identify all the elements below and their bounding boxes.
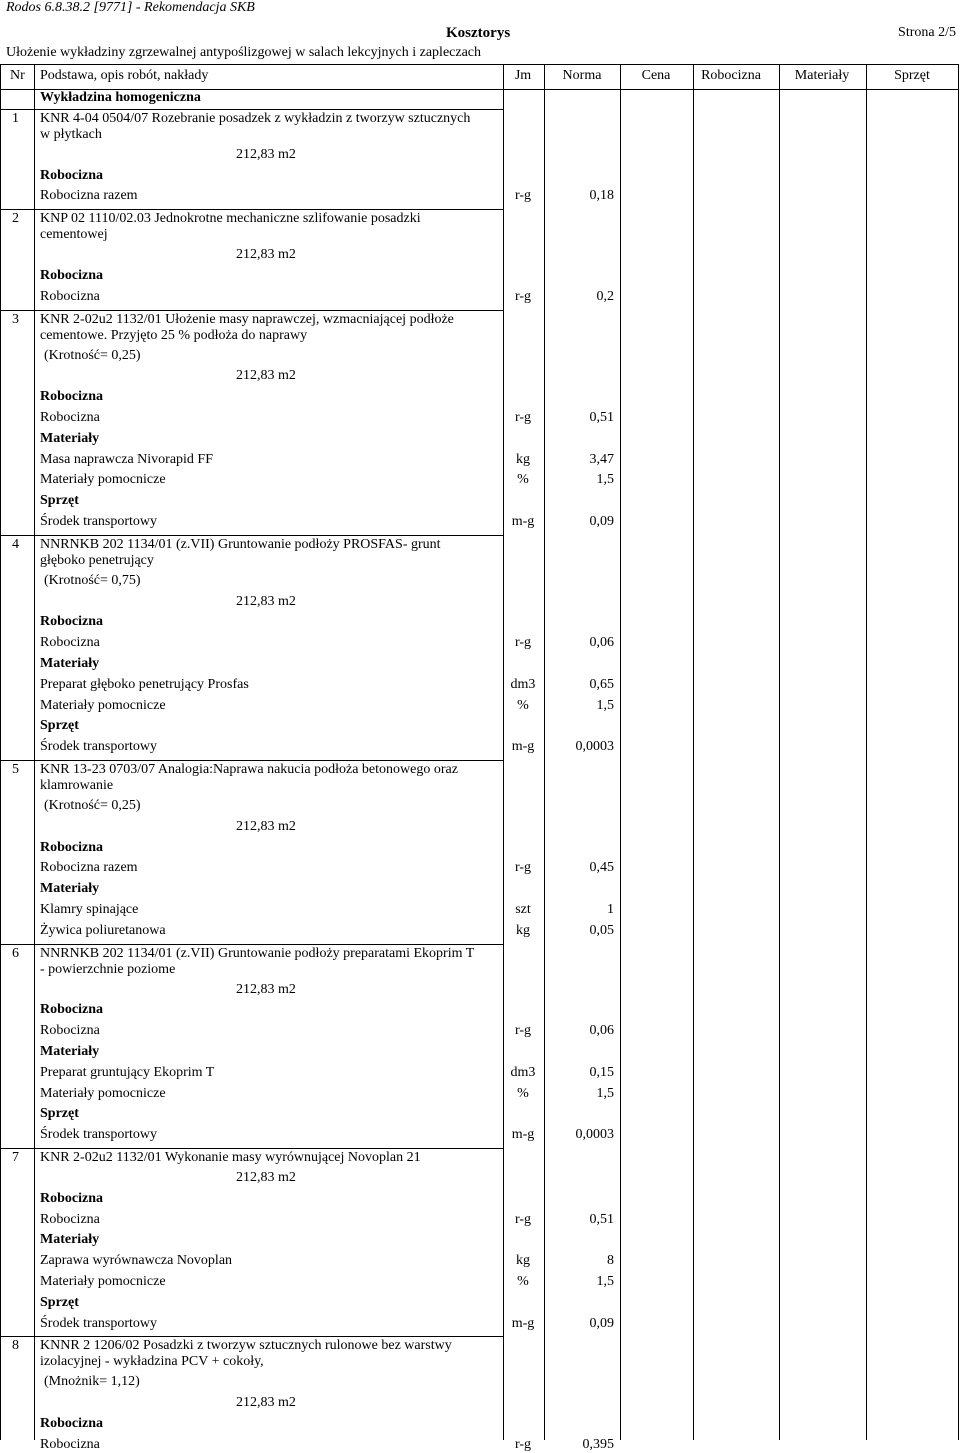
position-description: KNNR 2 1206/02 Posadzki z tworzyw sztucznych rulonowe bez warstwy (40, 1338, 452, 1354)
resource-label: Materiały pomocnicze (40, 697, 166, 713)
resource-norm: 0,0003 (575, 739, 614, 755)
position-number: 6 (12, 945, 19, 961)
position-quantity: 212,83 m2 (236, 818, 296, 834)
resource-unit: r-g (514, 860, 532, 876)
resource-norm: 0,06 (589, 1023, 614, 1039)
resource-group-title: Robocizna (40, 1002, 103, 1018)
position-quantity: 212,83 m2 (236, 593, 296, 609)
program-name: Rodos 6.8.38.2 [9771] - Rekomendacja SKB (6, 0, 255, 15)
resource-label: Środek transportowy (40, 1127, 158, 1143)
resource-label: Robocizna (40, 410, 100, 425)
column-header-1: Podstawa, opis robót, nakłady (40, 68, 209, 83)
resource-label: Środek transportowy (40, 514, 158, 529)
resource-group-title: Materiały (40, 1232, 100, 1248)
resource-group-title: Robocizna (40, 389, 103, 405)
table-column-divider (866, 64, 867, 1440)
resource-group-title: Robocizna (40, 167, 103, 183)
resource-label: Robocizna (40, 1211, 100, 1227)
resource-label: Materiały pomocnicze (40, 1274, 166, 1289)
position-description: KNR 4-04 0504/07 Rozebranie posadzek z wykładzin z tworzyw sztucznych (40, 110, 471, 126)
resource-label: Preparat gruntujący Ekoprim T (40, 1064, 215, 1080)
position-quantity: 212,83 m2 (236, 1170, 296, 1185)
document-subtitle: Ułożenie wykładziny zgrzewalnej antypoślizgowej w salach lekcyjnych i zapleczach (6, 45, 482, 60)
resource-label: Żywica poliuretanowa (40, 922, 166, 938)
resource-unit: m-g (511, 514, 535, 529)
resource-unit: kg (516, 1253, 530, 1269)
resource-norm: 0,2 (596, 288, 614, 304)
position-description: KNR 13-23 0703/07 Analogia:Naprawa nakucia podłoża betonowego oraz (40, 762, 458, 777)
resource-unit: r-g (514, 635, 532, 651)
resource-norm: 1,5 (596, 697, 614, 713)
resource-label: Robocizna (40, 1023, 100, 1039)
document-title: Kosztorys (446, 25, 511, 41)
position-divider (0, 109, 503, 110)
resource-group-title: Robocizna (40, 614, 103, 630)
resource-unit: r-g (514, 1436, 532, 1452)
resource-unit: r-g (514, 1023, 532, 1039)
column-header-5: Robocizna (701, 68, 761, 83)
resource-group-title: Robocizna (40, 839, 103, 855)
position-description: NNRNKB 202 1134/01 (z.VII) Gruntowanie podłoży preparatami Ekoprim T (40, 945, 475, 961)
resource-norm: 0,51 (589, 1211, 614, 1227)
column-header-2: Jm (514, 68, 532, 83)
resource-group-title: Sprzęt (40, 718, 79, 734)
resource-group-title: Robocizna (40, 1416, 103, 1431)
resource-label: Robocizna (40, 1436, 100, 1452)
resource-group-title: Robocizna (40, 268, 103, 283)
resource-unit: % (517, 1274, 529, 1289)
resource-unit: m-g (511, 1127, 535, 1143)
resource-label: Klamry spinające (40, 902, 139, 917)
resource-unit: % (517, 1085, 529, 1101)
position-description: cementowe. Przyjęto 25 % podłoża do naprawy (40, 327, 308, 343)
resource-unit: szt (515, 902, 531, 917)
column-header-7: Sprzęt (894, 68, 930, 83)
column-header-0: Nr (10, 68, 25, 83)
position-number: 7 (12, 1150, 19, 1165)
position-divider (0, 1336, 503, 1337)
resource-norm: 3,47 (589, 451, 614, 467)
position-factor: (Krotność= 0,75) (44, 572, 141, 588)
resource-unit: r-g (514, 288, 532, 304)
position-description: KNR 2-02u2 1132/01 Wykonanie masy wyrównującej Novoplan 21 (40, 1150, 421, 1165)
resource-group-title: Materiały (40, 430, 100, 446)
resource-norm: 1 (607, 902, 614, 917)
resource-norm: 0,05 (589, 922, 614, 938)
resource-unit: % (517, 697, 529, 713)
resource-label: Robocizna (40, 635, 100, 651)
resource-unit: m-g (511, 1315, 535, 1331)
position-description: klamrowanie (40, 778, 114, 793)
table-column-divider (34, 64, 35, 1440)
position-factor: (Mnożnik= 1,12) (44, 1374, 140, 1390)
column-header-3: Norma (562, 68, 602, 83)
resource-unit: dm3 (510, 676, 536, 692)
position-description: izolacyjnej - wykładzina PCV + cokoły, (40, 1354, 264, 1370)
resource-group-title: Materiały (40, 1044, 100, 1059)
resource-label: Środek transportowy (40, 739, 158, 755)
resource-group-title: Sprzęt (40, 493, 79, 509)
resource-norm: 0,0003 (575, 1127, 614, 1143)
position-number: 4 (12, 536, 19, 552)
table-top-border (0, 64, 958, 65)
column-header-4: Cena (641, 68, 671, 83)
resource-norm: 0,09 (589, 514, 614, 529)
resource-label: Robocizna razem (40, 188, 138, 204)
position-quantity: 212,83 m2 (236, 146, 296, 162)
table-column-divider (693, 64, 694, 1440)
position-quantity: 212,83 m2 (236, 981, 296, 997)
resource-norm: 0,51 (589, 410, 614, 425)
position-quantity: 212,83 m2 (236, 1395, 296, 1411)
resource-unit: % (517, 472, 529, 488)
position-quantity: 212,83 m2 (236, 368, 296, 384)
position-description: NNRNKB 202 1134/01 (z.VII) Gruntowanie podłoży PROSFAS- grunt (40, 536, 441, 552)
resource-group-title: Materiały (40, 656, 100, 671)
resource-group-title: Sprzęt (40, 1294, 79, 1310)
resource-label: Materiały pomocnicze (40, 472, 166, 488)
position-number: 1 (12, 110, 19, 126)
position-description: KNR 2-02u2 1132/01 Ułożenie masy naprawczej, wzmacniającej podłoże (40, 311, 454, 327)
resource-norm: 0,09 (589, 1315, 614, 1331)
resource-label: Preparat głęboko penetrujący Prosfas (40, 676, 249, 692)
position-quantity: 212,83 m2 (236, 247, 296, 263)
resource-unit: kg (516, 922, 530, 938)
resource-unit: dm3 (510, 1064, 536, 1080)
table-column-divider (958, 64, 959, 1440)
position-number: 5 (12, 762, 19, 777)
resource-norm: 0,15 (589, 1064, 614, 1080)
table-column-divider (0, 64, 1, 1440)
position-description: w płytkach (40, 126, 102, 142)
position-number: 2 (12, 211, 19, 227)
resource-norm: 1,5 (596, 1274, 614, 1289)
resource-label: Materiały pomocnicze (40, 1085, 166, 1101)
resource-norm: 8 (607, 1253, 614, 1269)
resource-group-title: Robocizna (40, 1190, 103, 1206)
position-divider (0, 760, 503, 761)
resource-norm: 0,06 (589, 635, 614, 651)
resource-norm: 0,65 (589, 676, 614, 692)
column-header-6: Materiały (794, 68, 850, 83)
resource-norm: 0,18 (589, 188, 614, 204)
resource-label: Masa naprawcza Nivorapid FF (40, 451, 214, 467)
position-description: głęboko penetrujący (40, 552, 154, 568)
resource-unit: r-g (514, 188, 532, 204)
position-description: - powierzchnie poziome (40, 961, 176, 977)
resource-label: Robocizna (40, 288, 100, 304)
position-divider (0, 209, 503, 210)
position-number: 3 (12, 311, 19, 327)
resource-norm: 0,395 (582, 1436, 614, 1452)
position-divider (0, 1148, 503, 1149)
page-number: Strona 2/5 (898, 25, 956, 40)
position-description: KNP 02 1110/02.03 Jednokrotne mechaniczne szlifowanie posadzki (40, 211, 421, 227)
position-description: cementowej (40, 227, 108, 243)
resource-unit: m-g (511, 739, 535, 755)
resource-label: Robocizna razem (40, 860, 138, 876)
resource-group-title: Sprzęt (40, 1106, 79, 1122)
resource-label: Zaprawa wyrównawcza Novoplan (40, 1253, 233, 1269)
resource-group-title: Materiały (40, 881, 100, 897)
position-divider (0, 535, 503, 536)
table-column-divider (779, 64, 780, 1440)
position-divider (0, 310, 503, 311)
section-title: Wykładzina homogeniczna (40, 90, 201, 105)
resource-norm: 1,5 (596, 1085, 614, 1101)
position-divider (0, 944, 503, 945)
position-factor: (Krotność= 0,25) (44, 347, 141, 363)
position-factor: (Krotność= 0,25) (44, 798, 141, 813)
resource-label: Środek transportowy (40, 1315, 158, 1331)
resource-unit: r-g (514, 410, 532, 425)
resource-unit: r-g (514, 1211, 532, 1227)
resource-norm: 1,5 (596, 472, 614, 488)
resource-norm: 0,45 (589, 860, 614, 876)
table-column-divider (620, 64, 621, 1440)
resource-unit: kg (516, 451, 530, 467)
position-number: 8 (12, 1338, 19, 1354)
